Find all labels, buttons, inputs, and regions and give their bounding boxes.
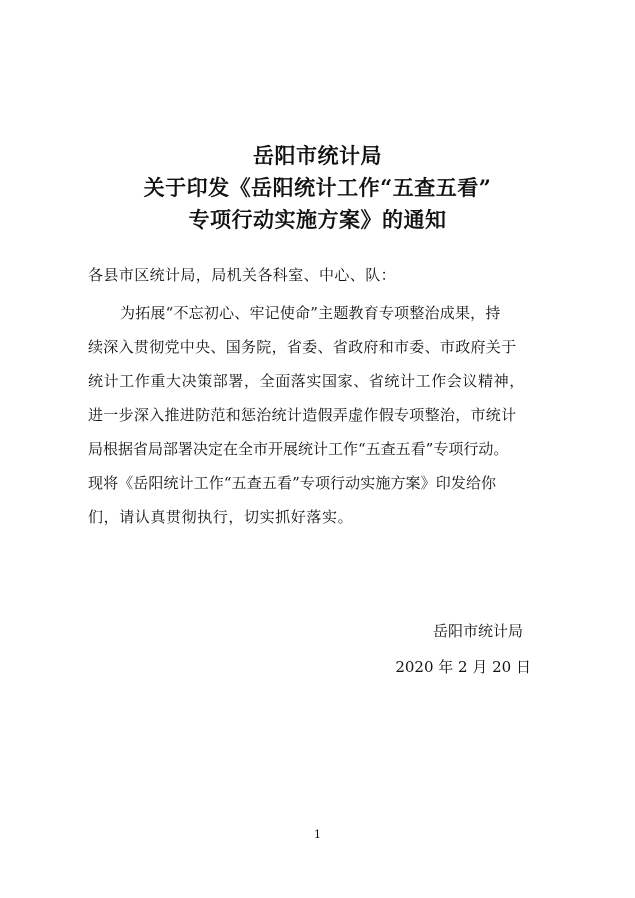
title-line-1: 岳阳市统计局 — [253, 143, 382, 168]
salutation: 各县市区统计局，局机关各科室、中心、队： — [88, 266, 397, 284]
title-line-2: 关于印发《岳阳统计工作“五查五看” — [143, 175, 492, 200]
body-line: 们，请认真贯彻执行，切实抓好落实。 — [88, 508, 354, 526]
body-line: 统计工作重大决策部署，全面落实国家、省统计工作会议精神， — [88, 372, 525, 390]
body-line: 局根据省局部署决定在全市开展统计工作“五查五看”专项行动。 — [88, 440, 509, 458]
signature-org: 岳阳市统计局 — [432, 622, 523, 640]
signature-date: 2020 年 2 月 20 日 — [395, 658, 531, 676]
body-line: 现将《岳阳统计工作“五查五看”专项行动实施方案》印发给你 — [88, 474, 497, 492]
body-line: 为拓展“不忘初心、牢记使命”主题教育专项整治成果，持 — [120, 304, 501, 322]
document-title — [0, 140, 635, 236]
title-line-3: 专项行动实施方案》的通知 — [188, 207, 447, 232]
body-line: 进一步深入推进防范和惩治统计造假弄虚作假专项整治，市统计 — [88, 406, 517, 424]
page-number: 1 — [314, 828, 321, 841]
body-line: 续深入贯彻党中央、国务院，省委、省政府和市委、市政府关于 — [88, 338, 517, 356]
